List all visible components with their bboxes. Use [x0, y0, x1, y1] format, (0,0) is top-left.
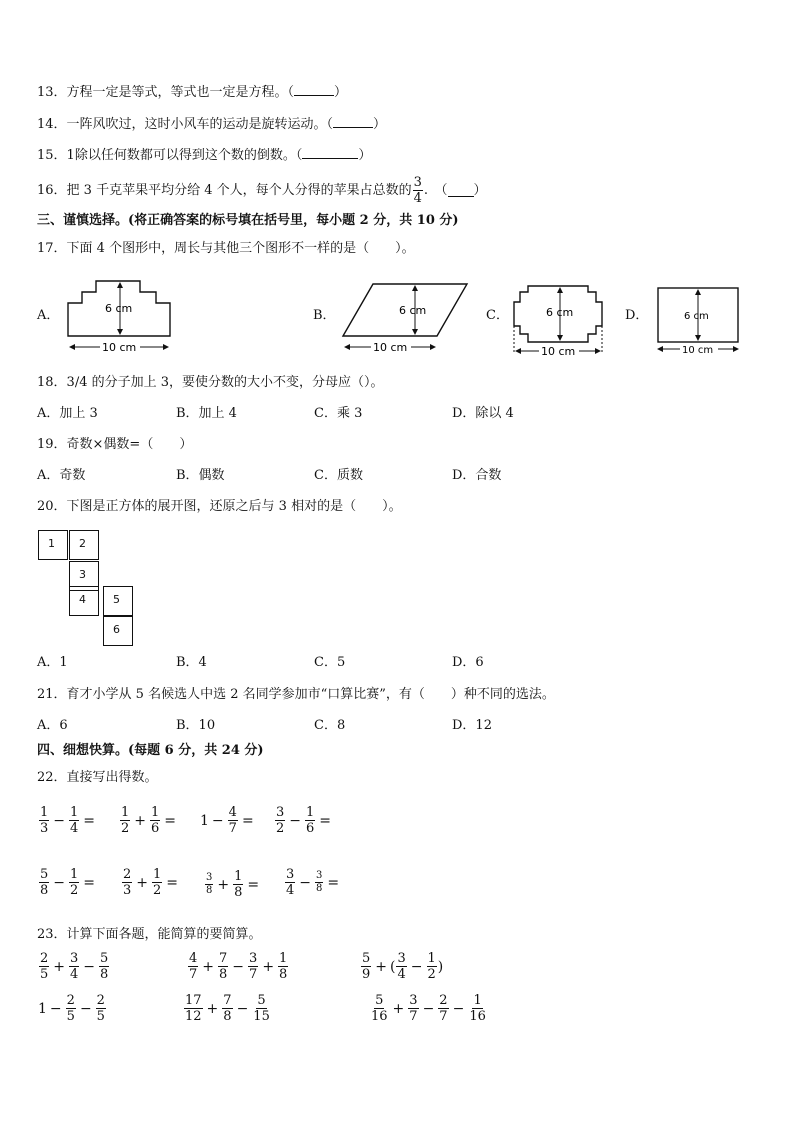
fraction: $\frac{7}{8}$ [219, 951, 228, 982]
answer-blank[interactable] [448, 184, 474, 197]
calc-expression: 1 − $\frac{4}{7}$ = [200, 805, 254, 836]
fraction: $\frac{3}{7}$ [249, 951, 258, 982]
net-cell-1: 1 [38, 530, 68, 560]
fraction: $\frac{3}{4}$ [70, 951, 79, 982]
calc-expression: $\frac{5}{8}$ − $\frac{1}{2}$ = [40, 867, 96, 898]
fraction: $\frac{1}{3}$ [40, 805, 49, 836]
option-c[interactable]: C．质数 [314, 468, 363, 483]
fraction: $\frac{2}{7}$ [439, 993, 448, 1024]
q14-text: 14．一阵风吹过，这时小风车的运动是旋转运动。（ [37, 117, 334, 132]
fraction: $\frac{4}{7}$ [189, 951, 198, 982]
fraction: $\frac{3}{8}$ [316, 870, 323, 894]
fraction: $\frac{5}{15}$ [253, 993, 270, 1024]
q13-text: 13．方程一定是等式，等式也一定是方程。（ [37, 85, 295, 100]
net-cell-6: 6 [103, 616, 133, 646]
calc-expression: $\frac{3}{2}$ − $\frac{1}{6}$ = [276, 805, 332, 836]
option-c[interactable]: C．5 [314, 655, 346, 670]
fraction: $\frac{3}{7}$ [409, 993, 418, 1024]
width-label: 10 cm [373, 341, 408, 354]
calc-expression: $\frac{3}{4}$ − $\frac{3}{8}$ = [286, 867, 340, 898]
q16-text: 16．把 3 千克苹果平均分给 4 个人，每个人分得的苹果占总数的 [37, 182, 412, 198]
net-cell-2: 2 [69, 530, 99, 560]
fraction: $\frac{4}{7}$ [228, 805, 237, 836]
section-4-heading: 四、细想快算。(每题 6 分，共 24 分) [37, 743, 264, 758]
q15-text: 15．1除以任何数都可以得到这个数的倒数。（ [37, 148, 303, 163]
height-label: 6 cm [684, 311, 709, 322]
calc-expression: $\frac{3}{8}$ + $\frac{1}{8}$ = [206, 869, 260, 900]
net-cell-5: 5 [103, 586, 133, 616]
calc-expression: $\frac{17}{12}$ + $\frac{7}{8}$ − $\frac{5}{15}$ [185, 993, 270, 1024]
option-b[interactable]: B．加上 4 [176, 406, 237, 421]
question-23: 23．计算下面各题，能简算的要简算。 [37, 927, 262, 942]
question-19: 19．奇数×偶数=（ ） [37, 437, 193, 452]
option-a[interactable]: A．奇数 [37, 468, 86, 483]
fraction: $\frac{1}{8}$ [234, 869, 243, 900]
height-label: 6 cm [546, 306, 574, 319]
option-b[interactable]: B．10 [176, 718, 216, 733]
net-cell-4: 4 [69, 586, 99, 616]
fraction: $\frac{1}{16}$ [469, 993, 486, 1024]
fraction: $\frac{3}{4}$ [286, 867, 295, 898]
option-a[interactable]: A．1 [37, 655, 68, 670]
option-b[interactable]: B．4 [176, 655, 207, 670]
option-b-label: B． [313, 308, 336, 323]
question-16 [37, 176, 487, 205]
question-17: 17．下面 4 个图形中，周长与其他三个图形不一样的是（ ）。 [37, 241, 415, 256]
q16-tail: . （ [423, 182, 448, 198]
fraction: $\frac{3}{2}$ [276, 805, 285, 836]
fraction: $\frac{2}{5}$ [66, 993, 75, 1024]
fraction: $\frac{3}{8}$ [206, 872, 213, 896]
fraction: $\frac{5}{8}$ [100, 951, 109, 982]
answer-blank[interactable] [333, 115, 373, 128]
q15-close: ） [358, 148, 372, 163]
q14-close: ） [373, 117, 387, 132]
fraction: $\frac{1}{6}$ [306, 805, 315, 836]
fraction: $\frac{1}{6}$ [151, 805, 160, 836]
fraction: $\frac{1}{8}$ [279, 951, 288, 982]
calc-expression: $\frac{2}{3}$ + $\frac{1}{2}$ = [123, 867, 179, 898]
option-c-label: C． [486, 308, 509, 323]
fraction: $\frac{1}{2}$ [153, 867, 162, 898]
question-20: 20．下图是正方体的展开图，还原之后与 3 相对的是（ ）。 [37, 499, 402, 514]
figure-c-notched-shape [506, 278, 608, 358]
question-14 [37, 115, 386, 134]
width-label: 10 cm [682, 345, 714, 356]
fraction: $\frac{3}{4}$ [413, 175, 422, 206]
calc-expression: $\frac{1}{3}$ − $\frac{1}{4}$ = [40, 805, 96, 836]
fraction: $\frac{7}{8}$ [223, 993, 232, 1024]
fraction: $\frac{2}{5}$ [96, 993, 105, 1024]
height-label: 6 cm [105, 302, 133, 315]
width-label: 10 cm [102, 341, 137, 354]
option-d[interactable]: D．6 [452, 655, 484, 670]
option-d[interactable]: D．12 [452, 718, 492, 733]
question-18: 18．3/4 的分子加上 3，要使分数的大小不变，分母应（）。 [37, 375, 384, 390]
figure-b-parallelogram [335, 278, 475, 354]
fraction: $\frac{2}{5}$ [40, 951, 49, 982]
calc-expression: $\frac{2}{5}$ + $\frac{3}{4}$ − $\frac{5}{8}$ [40, 951, 109, 982]
question-15 [37, 146, 371, 165]
option-d[interactable]: D．除以 4 [452, 406, 514, 421]
fraction: $\frac{1}{4}$ [70, 805, 79, 836]
answer-blank[interactable] [302, 146, 358, 159]
option-a[interactable]: A．6 [37, 718, 68, 733]
calc-expression: $\frac{1}{2}$ + $\frac{1}{6}$ = [121, 805, 177, 836]
calc-expression: $\frac{4}{7}$ + $\frac{7}{8}$ − $\frac{3}{7}$ + $\frac{1}{8}$ [189, 951, 288, 982]
section-3-heading: 三、谨慎选择。(将正确答案的标号填在括号里，每小题 2 分，共 10 分) [37, 213, 459, 228]
fraction: $\frac{2}{3}$ [123, 867, 132, 898]
fraction: $\frac{1}{2}$ [121, 805, 130, 836]
option-c[interactable]: C．乘 3 [314, 406, 363, 421]
question-22: 22．直接写出得数。 [37, 770, 158, 785]
fraction: $\frac{3}{4}$ [397, 951, 406, 982]
width-label: 10 cm [541, 345, 576, 358]
figure-a-stepped-shape [60, 278, 180, 354]
question-21: 21．育才小学从 5 名候选人中选 2 名同学参加市“口算比赛”，有（ ）种不同的选法。 [37, 687, 555, 702]
option-d-label: D． [625, 308, 649, 323]
option-d[interactable]: D．合数 [452, 468, 502, 483]
fraction: $\frac{5}{16}$ [371, 993, 388, 1024]
fraction: $\frac{5}{8}$ [40, 867, 49, 898]
calc-expression: $\frac{5}{9}$ + ( $\frac{3}{4}$ − $\frac{1}{2}$ ) [362, 951, 444, 982]
fraction: $\frac{5}{9}$ [362, 951, 371, 982]
option-b[interactable]: B．偶数 [176, 468, 225, 483]
q16-close: ） [473, 182, 487, 198]
q13-close: ） [334, 85, 348, 100]
answer-blank[interactable] [294, 83, 334, 96]
height-label: 6 cm [399, 304, 427, 317]
option-a-label: A． [37, 308, 60, 323]
option-a[interactable]: A．加上 3 [37, 406, 98, 421]
fraction: $\frac{1}{2}$ [70, 867, 79, 898]
calc-expression: 1 − $\frac{2}{5}$ − $\frac{2}{5}$ [38, 993, 105, 1024]
fraction: $\frac{1}{2}$ [427, 951, 436, 982]
fraction: $\frac{17}{12}$ [185, 993, 202, 1024]
question-13 [37, 83, 347, 102]
figure-d-rectangle [650, 282, 750, 358]
calc-expression: $\frac{5}{16}$ + $\frac{3}{7}$ − $\frac{2}{7}$ − $\frac{1}{16}$ [371, 993, 486, 1024]
net-cell-3: 3 [69, 561, 99, 591]
option-c[interactable]: C．8 [314, 718, 346, 733]
